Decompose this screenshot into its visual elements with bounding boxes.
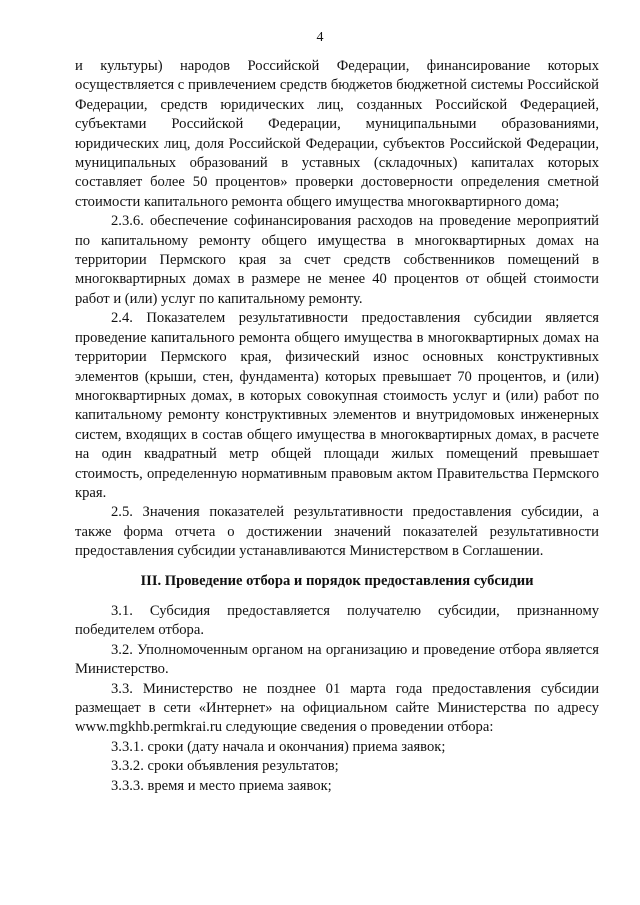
paragraph-2-5: 2.5. Значения показателей результативности предоставления субсидии, а также форма отчета о достижении значений показателей результативности предоставления субсидии устанавливаются Министерством в Соглашении. [75,504,599,560]
section-heading: III. Проведение отбора и порядок предоставления субсидии [140,572,534,589]
paragraph-2-3-6: 2.3.6. обеспечение софинансирования расходов на проведение мероприятий по капитальному ремонту общего имущества в многоквартирных домах на территории Пермского края за счет средств собственников помещений в многоквартирных домах в размере не менее 40 процентов от общей стоимости работ и (или) услуг по капитальному ремонту. [75,213,599,307]
paragraph-3-3-3: 3.3.3. время и место приема заявок; [111,777,332,794]
document-body [75,57,599,796]
paragraph-3-3-2: 3.3.2. сроки объявления результатов; [111,758,339,775]
paragraph-3-2: 3.2. Уполномоченным органом на организацию и проведение отбора является Министерство. [75,641,599,678]
paragraph-3-3-1: 3.3.1. сроки (дату начала и окончания) приема заявок; [111,738,446,755]
paragraph-3-1: 3.1. Субсидия предоставляется получателю субсидии, признанному победителем отбора. [75,602,599,639]
paragraph-2-4: 2.4. Показателем результативности предоставления субсидии является проведение капитального ремонта общего имущества в многоквартирных домах на территории Пермского края, физический износ основных конструктивных элементов (крыши, стен, фундамента) которых превышает 70 процентов, и (или) многоквартирных домах, в которых совокупная стоимость услуг и (или) работ по капитальному ремонту конструктивных элементов и внутридомовых инженерных систем, входящих в состав общего имущества в многоквартирных домах, в расчете на один квадратный метр общей площади жилых помещений превышает стоимость, определенную нормативным правовым актом Правительства Пермского края. [75,310,599,501]
page-number: 4 [316,30,324,45]
paragraph-3-3: 3.3. Министерство не позднее 01 марта года предоставления субсидии размещает в сети «Интернет» на официальном сайте Министерства по адресу www.mgkhb.permkrai.ru следующие сведения о проведении отбора: [75,680,599,736]
paragraph-continuation: и культуры) народов Российской Федерации, финансирование которых осуществляется с привлечением средств бюджетов бюджетной системы Российской Федерации, средств юридических лиц, созданных Российской Федерацией, субъектами Российской Федерации, муниципальными образованиями, юридических лиц, доля Российской Федерации, субъектов Российской Федерации, муниципальных образований в уставных (складочных) капиталах которых составляет более 50 процентов» проверки достоверности определения сметной стоимости капитального ремонта общего имущества многоквартирного дома; [75,58,599,210]
